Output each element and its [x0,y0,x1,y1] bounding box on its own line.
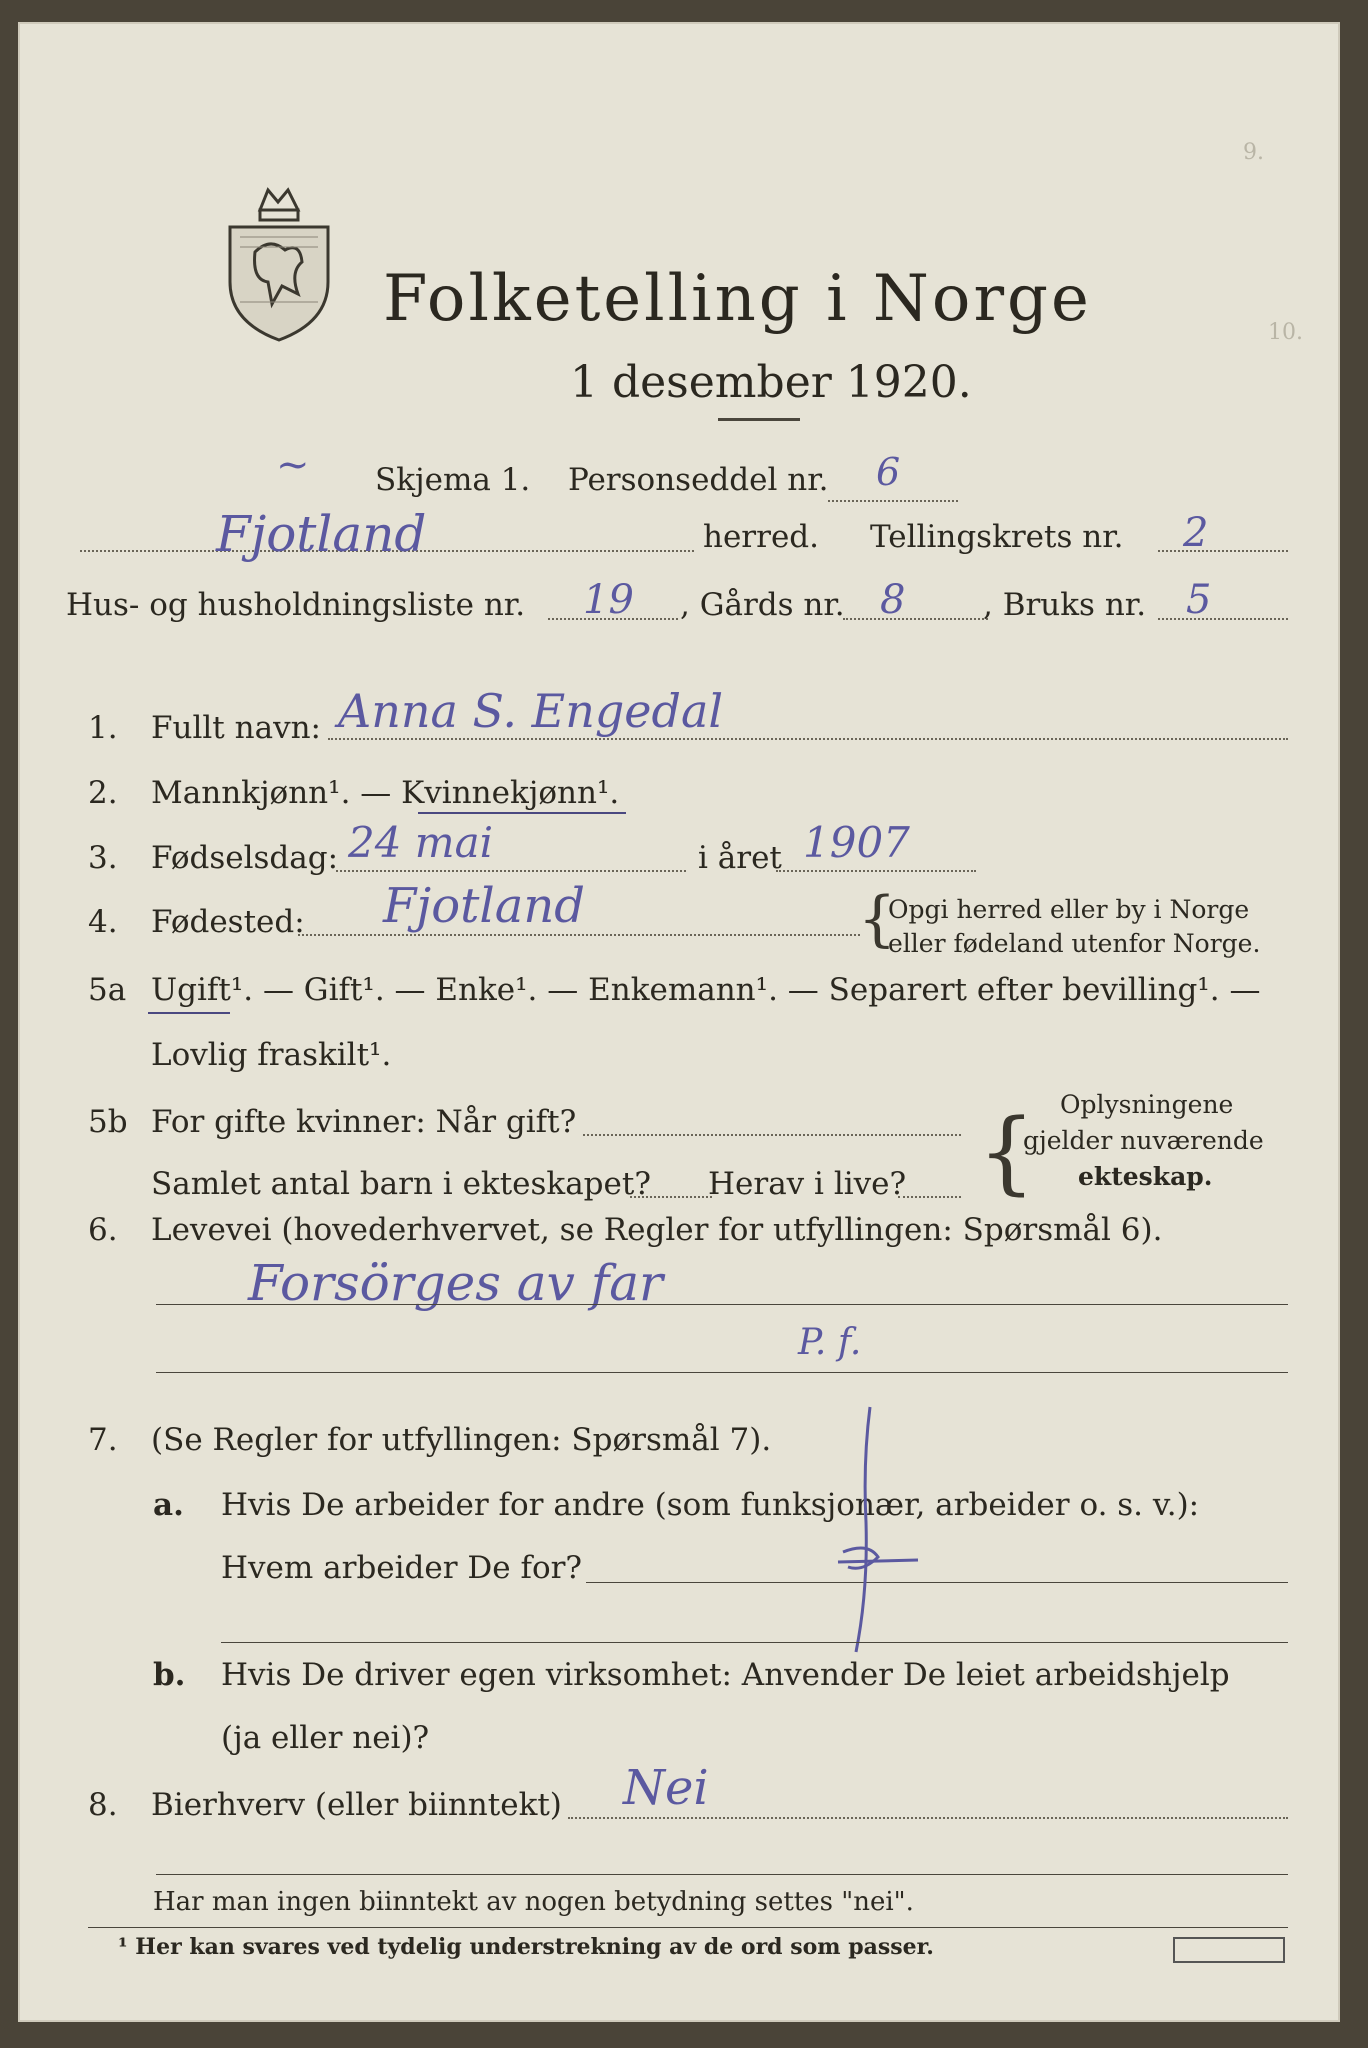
bleed-through-text: 10. [1268,320,1303,345]
q4-note-line-1: Opgi herred eller by i Norge [888,895,1250,924]
tellingskrets-field-line [1158,550,1288,552]
q3-value[interactable]: 24 mai [348,818,494,867]
footnote-divider [88,1927,1288,1928]
q3-year-label: i året [698,840,782,876]
q8-label: Bierhverv (eller biinntekt) [151,1787,562,1823]
gards-field-line [843,618,988,620]
form-subtitle: 1 desember 1920. [570,357,972,408]
q7a-label: Hvis De arbeider for andre (som funksjonær, arbeider o. s. v.): [221,1487,1200,1523]
footnote-text: ¹ Her kan svares ved tydelig understrekning av de ord som passer. [118,1934,934,1960]
printer-stamp-icon [1173,1937,1285,1963]
norwegian-coat-of-arms-icon [220,182,338,342]
personseddel-value[interactable]: 6 [876,450,901,494]
q6-field-line-1 [156,1304,1288,1305]
q7-label: (Se Regler for utfyllingen: Spørsmål 7). [151,1422,772,1458]
q7a-letter: a. [153,1487,184,1523]
q8-field-line [568,1817,1288,1819]
schema-label: Skjema 1. [375,462,531,498]
personseddel-label: Personseddel nr. [568,462,829,498]
q3-number: 3. [88,840,118,876]
gards-value[interactable]: 8 [880,577,906,623]
q3-field-line [336,870,686,872]
q1-field-line [328,738,1288,740]
bruks-field-line [1158,618,1288,620]
herred-value[interactable]: Fjotland [216,505,427,563]
title-divider [718,418,800,421]
q5a-label-line-2: Lovlig fraskilt¹. [151,1037,392,1073]
q2-label: Mannkjønn¹. — Kvinnekjønn¹. [151,775,620,811]
q5b-barn-field-line [630,1196,712,1198]
q7a-field-line-1 [586,1582,1288,1583]
form-title: Folketelling i Norge [383,262,1092,336]
q1-value[interactable]: Anna S. Engedal [338,684,724,738]
q7b-label-line-2: (ja eller nei)? [221,1720,430,1756]
q6-value[interactable]: Forsörges av far [248,1254,663,1312]
q2-kvinnekjonn-underline [418,812,626,814]
q3-label: Fødselsdag: [151,840,339,876]
q5b-live-field-line [898,1196,961,1198]
q5b-number: 5b [88,1104,128,1140]
q5b-note-line-2: gjelder nuværende [1023,1126,1264,1155]
q4-value[interactable]: Fjotland [383,878,585,934]
q4-note-line-2: eller fødeland utenfor Norge. [888,929,1261,958]
q5b-field-line [583,1134,961,1136]
q5a-label: Ugift¹. — Gift¹. — Enke¹. — Enkemann¹. — Separert efter bevilling¹. — [151,972,1261,1008]
q5b-note-line-1: Oplysningene [1060,1090,1234,1119]
q7-strike-mark-icon [808,1402,928,1662]
tellingskrets-value[interactable]: 2 [1183,510,1209,556]
q1-label: Fullt navn: [151,710,321,746]
q5b-label-line-3: Herav i live? [708,1166,907,1202]
q5b-label-line-2: Samlet antal barn i ekteskapet? [151,1166,651,1202]
q6-label: Levevei (hovederhvervet, se Regler for utfyllingen: Spørsmål 6). [151,1212,1163,1248]
q4-label: Fødested: [151,904,305,940]
census-form-page [18,22,1340,2022]
note-text: Har man ingen biinntekt av nogen betydning settes "nei". [153,1887,914,1917]
q3-year-field-line [776,870,976,872]
q7-number: 7. [88,1422,118,1458]
hus-value[interactable]: 19 [583,577,634,623]
q1-number: 1. [88,710,118,746]
q6-number: 6. [88,1212,118,1248]
bleed-through-text: 9. [1243,140,1264,165]
q4-note-brace: { [858,884,897,954]
q5b-note-brace: { [978,1100,1036,1205]
bruks-value[interactable]: 5 [1186,577,1212,623]
herred-label: herred. [703,519,819,555]
bruks-label: , Bruks nr. [983,587,1147,623]
q6-field-line-2 [156,1372,1288,1373]
q8-number: 8. [88,1787,118,1823]
hus-label: Hus- og husholdningsliste nr. [66,587,526,623]
q2-number: 2. [88,775,118,811]
handwritten-dash: ~ [276,442,310,488]
q4-number: 4. [88,904,118,940]
tellingskrets-label: Tellingskrets nr. [870,519,1124,555]
q7b-label: Hvis De driver egen virksomhet: Anvender De leiet arbeidshjelp [221,1657,1230,1693]
q6-mark: P. f. [798,1322,862,1363]
q3-year-value[interactable]: 1907 [803,818,910,867]
q7b-letter: b. [153,1657,186,1693]
q8-value[interactable]: Nei [623,1760,709,1816]
q7a-label-line-2: Hvem arbeider De for? [221,1550,583,1586]
gards-label: , Gårds nr. [680,587,845,623]
q4-field-line [298,934,860,936]
q5b-label: For gifte kvinner: Når gift? [151,1104,577,1140]
q7a-field-line-2 [221,1642,1288,1643]
q5a-ugift-underline [148,1012,230,1014]
q8-field-line-2 [156,1874,1288,1875]
q5a-number: 5a [88,972,127,1008]
q5b-note-line-3: ekteskap. [1078,1162,1213,1191]
personseddel-field-line [828,500,958,502]
